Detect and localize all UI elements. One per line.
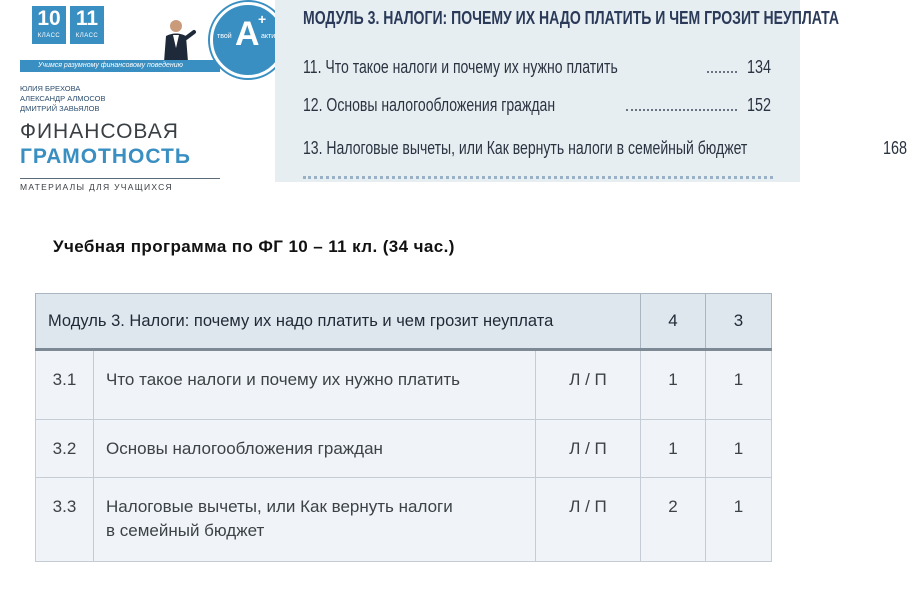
lesson-topic-line: Основы налогообложения граждан	[106, 439, 383, 458]
table-of-contents-scan	[275, 0, 907, 182]
grade-10-label: КЛАСС	[37, 33, 61, 39]
toc-cut-edge	[303, 176, 773, 185]
cover-authors	[20, 84, 105, 114]
badge-plus: +	[258, 11, 267, 27]
module-hours-11-cell: 3	[706, 294, 772, 350]
toc-item-text: 12. Основы налогообложения граждан	[303, 95, 556, 115]
author-name: ДМИТРИЙ ЗАВЬЯЛОВ	[20, 104, 100, 113]
curriculum-table-wrap	[35, 293, 772, 562]
author-name: АЛЕКСАНДР АЛМОСОВ	[20, 94, 106, 103]
lesson-hours-11-cell: 1	[706, 420, 772, 478]
grade-10-box	[32, 6, 66, 44]
teacher-figure-icon	[156, 18, 196, 62]
toc-module-title: МОДУЛЬ 3. НАЛОГИ: ПОЧЕМУ ИХ НАДО ПЛАТИТЬ И ЧЕМ ГРОЗИТ НЕУПЛАТА	[303, 8, 839, 28]
grade-11-number: 11	[75, 7, 99, 30]
module-hours-10-cell: 4	[641, 294, 706, 350]
lesson-hours-10-cell: 1	[641, 420, 706, 478]
cover-title-line1: ФИНАНСОВАЯ	[20, 120, 179, 143]
lesson-hours-11-cell: 1	[706, 350, 772, 420]
lesson-topic-cell	[94, 350, 536, 420]
toc-item	[303, 56, 771, 78]
lesson-hours-11-cell: 1	[706, 478, 772, 562]
author-name: ЮЛИЯ БРЕХОВА	[20, 84, 81, 93]
cover-tagline: Учимся разумному финансовому поведению	[20, 60, 220, 72]
lesson-hours-10-cell: 1	[641, 350, 706, 420]
lesson-topic-cell	[94, 420, 536, 478]
lesson-topic-line: Налоговые вычеты, или Как вернуть налоги	[106, 497, 453, 516]
toc-item-text: 13. Налоговые вычеты, или Как вернуть налоги в семейный бюджет	[303, 138, 748, 158]
badge-grade: А	[235, 15, 260, 53]
lesson-number-cell: 3.1	[36, 350, 94, 420]
lesson-topic-cell	[94, 478, 536, 562]
lesson-form-cell: Л / П	[536, 478, 641, 562]
toc-leader-dots	[707, 71, 737, 73]
table-row	[36, 420, 772, 478]
toc-item-page: 152	[746, 95, 771, 115]
toc-item	[303, 137, 907, 159]
module-header-row	[36, 294, 772, 350]
toc-item-text: 11. Что такое налоги и почему их нужно платить	[303, 57, 618, 77]
lesson-hours-10-cell: 2	[641, 478, 706, 562]
toc-item	[303, 94, 771, 116]
toc-item-page: 134	[746, 57, 771, 77]
lesson-form-cell: Л / П	[536, 350, 641, 420]
page-title: Учебная программа по ФГ 10 – 11 кл. (34 час.)	[53, 237, 455, 256]
grade-11-label: КЛАСС	[75, 33, 99, 39]
cover-subtitle: МАТЕРИАЛЫ ДЛЯ УЧАЩИХСЯ	[20, 182, 173, 192]
lesson-topic-line: Что такое налоги и почему их нужно платить	[106, 370, 461, 389]
table-row	[36, 350, 772, 420]
curriculum-table	[35, 293, 772, 562]
lesson-number-cell: 3.2	[36, 420, 94, 478]
lesson-number-cell: 3.3	[36, 478, 94, 562]
book-cover	[20, 0, 276, 205]
grade-11-box	[70, 6, 104, 44]
module-title-cell: Модуль 3. Налоги: почему их надо платить и чем грозит неуплата	[36, 294, 641, 350]
toc-leader-dots	[626, 109, 737, 111]
lesson-form-cell: Л / П	[536, 420, 641, 478]
cover-title-line2: ГРАМОТНОСТЬ	[20, 145, 191, 168]
badge-left-text: твой	[217, 33, 232, 40]
badge-right-text: акти	[261, 33, 276, 40]
lesson-topic-line: в семейный бюджет	[106, 521, 265, 540]
cover-divider	[20, 178, 220, 179]
grade-10-number: 10	[37, 7, 61, 30]
table-row	[36, 478, 772, 562]
toc-item-page: 168	[882, 138, 907, 158]
